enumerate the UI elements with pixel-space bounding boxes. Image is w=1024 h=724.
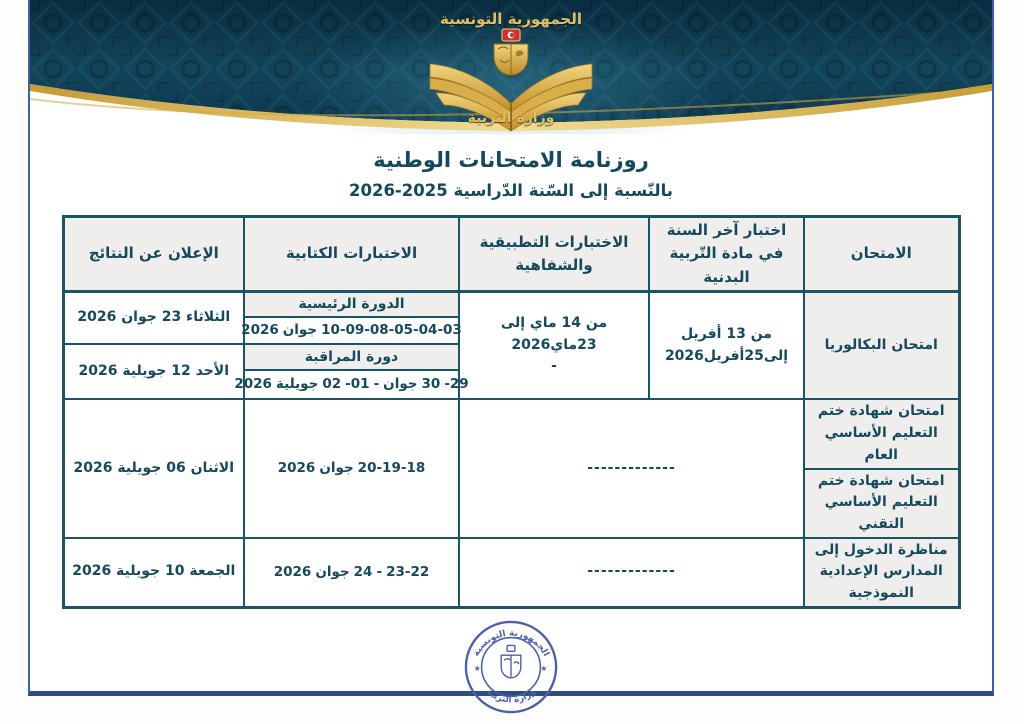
page-subtitle bbox=[30, 181, 992, 200]
date-token: 2026 bbox=[234, 376, 272, 393]
date-token: -01 bbox=[345, 376, 370, 393]
date-token: جوان bbox=[319, 460, 354, 477]
basic-practical-pe-placeholder: ------------- bbox=[459, 399, 804, 537]
bac-main-session-label: الدورة الرئيسية bbox=[244, 291, 459, 317]
bac-control-session-dates bbox=[234, 370, 469, 399]
date-token: جوان bbox=[383, 376, 418, 393]
bac-pe-dates bbox=[649, 291, 804, 399]
prep-schools-exam-name: مناظرة الدخول إلى المدارس الإعدادية النموذجية bbox=[804, 538, 959, 608]
stamp-star-left: ★ bbox=[473, 663, 481, 673]
date-token: جوان bbox=[282, 322, 318, 339]
date-token: - bbox=[373, 376, 380, 393]
school-year: 2026-2025 bbox=[349, 181, 448, 200]
basic-technical-exam-name: امتحان شهادة ختم التعليم الأساسي التقني bbox=[804, 469, 959, 538]
date-token: - bbox=[376, 563, 383, 580]
date-token: 2026 bbox=[241, 322, 279, 339]
date-token: جويلية bbox=[275, 376, 319, 393]
date-token: 2026 bbox=[273, 563, 312, 580]
date-token: 02 bbox=[322, 376, 342, 393]
page-title: روزنامة الامتحانات الوطنية bbox=[373, 148, 649, 172]
date-token: 20-19-18 bbox=[357, 460, 426, 477]
svg-text:وزارة التربية bbox=[484, 687, 538, 705]
col-header-exam: الامتحان bbox=[804, 217, 959, 292]
basic-results-date: الاثنان 06 جويلية 2026 bbox=[63, 399, 244, 537]
ministry-banner bbox=[30, 0, 992, 134]
date-token: جوان bbox=[315, 563, 350, 580]
table-row bbox=[63, 291, 959, 317]
basic-general-exam-name: امتحان شهادة ختم التعليم الأساسي العام bbox=[804, 399, 959, 468]
republic-calligraphy: الجمهورية التونسية bbox=[440, 10, 582, 28]
stamp-area bbox=[30, 618, 992, 720]
bac-pe-dates-line2: إلى25أفريل2026 bbox=[664, 347, 789, 364]
bac-main-session-dates bbox=[241, 317, 462, 344]
stamp-star-right: ★ bbox=[540, 663, 548, 673]
date-token: 24 bbox=[353, 563, 373, 580]
stamp-center-emblem-icon bbox=[501, 645, 521, 677]
col-header-written: الاختبارات الكتابية bbox=[244, 217, 459, 292]
bac-practical-dates bbox=[459, 291, 649, 399]
exam-calendar-table bbox=[62, 215, 961, 609]
ministry-calligraphy: وزارة التربية bbox=[467, 110, 555, 126]
col-header-practical-oral: الاختبارات التطبيقية والشفاهية bbox=[459, 217, 649, 292]
bac-main-results-date: الثلاثاء 23 جوان 2026 bbox=[63, 291, 244, 344]
bac-pe-dates-line1: من 13 أفريل bbox=[681, 325, 772, 342]
stamp-bottom-text: وزارة التربية bbox=[484, 686, 538, 706]
col-header-results: الإعلان عن النتائج bbox=[63, 217, 244, 292]
bac-exam-name: امتحان البكالوريا bbox=[804, 291, 959, 399]
bac-control-session-label: دورة المراقبة bbox=[244, 344, 459, 370]
document-page bbox=[28, 0, 994, 706]
date-token: 23-22 bbox=[386, 563, 430, 580]
prep-practical-pe-placeholder: ------------- bbox=[459, 538, 804, 608]
date-token: -29 bbox=[444, 376, 469, 393]
col-header-pe-test: اختبار آخر السنة في مادة التّربية البدنية bbox=[649, 217, 804, 292]
table-row bbox=[63, 399, 959, 468]
basic-written-dates bbox=[244, 399, 459, 537]
bac-practical-dates-line2: - bbox=[551, 358, 557, 375]
bac-practical-dates-line1: من 14 ماي إلى 23ماي2026 bbox=[500, 315, 608, 353]
prep-written-dates bbox=[244, 538, 459, 608]
subtitle-text: بالنّسبة إلى السّنة الدّراسية bbox=[453, 181, 673, 200]
table-row bbox=[63, 538, 959, 608]
date-token: 10-09-08-05-04-03 bbox=[321, 322, 462, 339]
date-token: 2026 bbox=[277, 460, 316, 477]
stamp-top-text: الجمهورية التونسية bbox=[471, 628, 551, 658]
table-header-row bbox=[63, 217, 959, 292]
ministry-stamp-seal-icon bbox=[462, 618, 560, 716]
bac-control-results-date: الأحد 12 جويلية 2026 bbox=[63, 344, 244, 399]
date-token: 30 bbox=[421, 376, 441, 393]
prep-results-date: الجمعة 10 جويلية 2026 bbox=[63, 538, 244, 608]
